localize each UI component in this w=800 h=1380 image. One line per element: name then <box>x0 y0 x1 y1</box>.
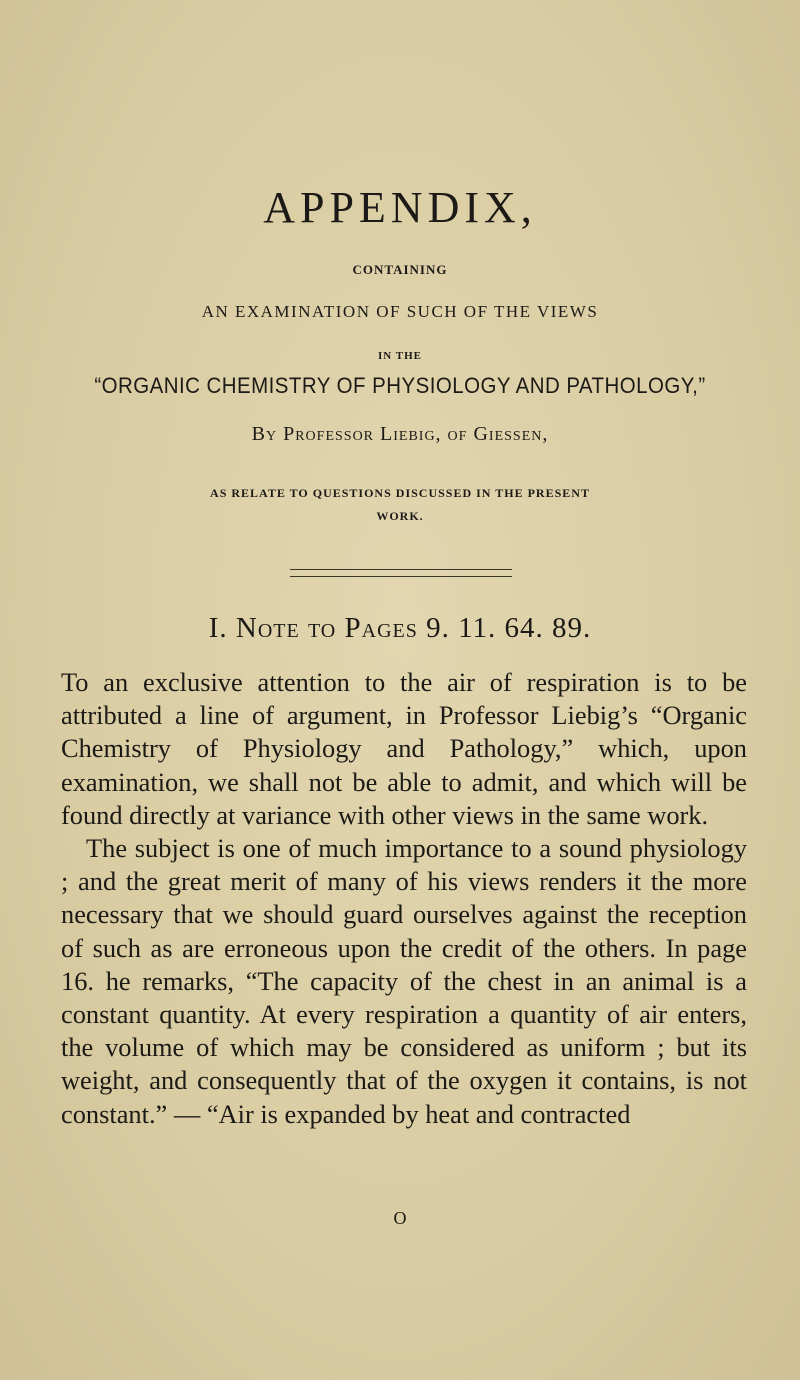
paragraph-1: To an exclusive attention to the air of respiration is to be attributed a line of argument, in Professor Liebig’s “Organic Chemistry of Physiology and Pathology,” which, upon examination, we shall not be able to admit, and which will be found directly at variance with other views in the same work. <box>61 667 747 830</box>
containing-label: CONTAINING <box>352 262 448 277</box>
relate-line-1: AS RELATE TO QUESTIONS DISCUSSED IN THE PRESENT <box>210 486 590 500</box>
paragraph-2: The subject is one of much importance to a sound physiology ; and the great merit of many of his views renders it the more necessary that we should guard ourselves against the reception of such as are erroneous upon the credit of the others. In page 16. he remarks, “The capacity of the chest in an animal is a constant quantity. At every respiration a quantity of air enters, the volume of which may be considered as uniform ; but its weight, and consequently that of the oxygen it contains, is not constant.” — “Air is expanded by heat and contracted <box>61 833 747 1129</box>
book-title: “ORGANIC CHEMISTRY OF PHYSIOLOGY AND PATHOLOGY,” <box>94 373 706 398</box>
in-the-label: IN THE <box>377 350 422 362</box>
relate-line-2: WORK. <box>376 509 424 523</box>
body-text <box>61 666 747 1131</box>
examination-subtitle: AN EXAMINATION OF SUCH OF THE VIEWS <box>201 302 599 321</box>
author-byline: By Professor Liebig, of Giessen, <box>251 423 549 445</box>
double-rule-divider <box>290 569 512 577</box>
relate-note <box>0 482 800 528</box>
appendix-heading: APPENDIX, <box>263 183 537 232</box>
section-title: I. Note to Pages 9. 11. 64. 89. <box>208 612 592 644</box>
signature-mark: O <box>393 1208 407 1228</box>
